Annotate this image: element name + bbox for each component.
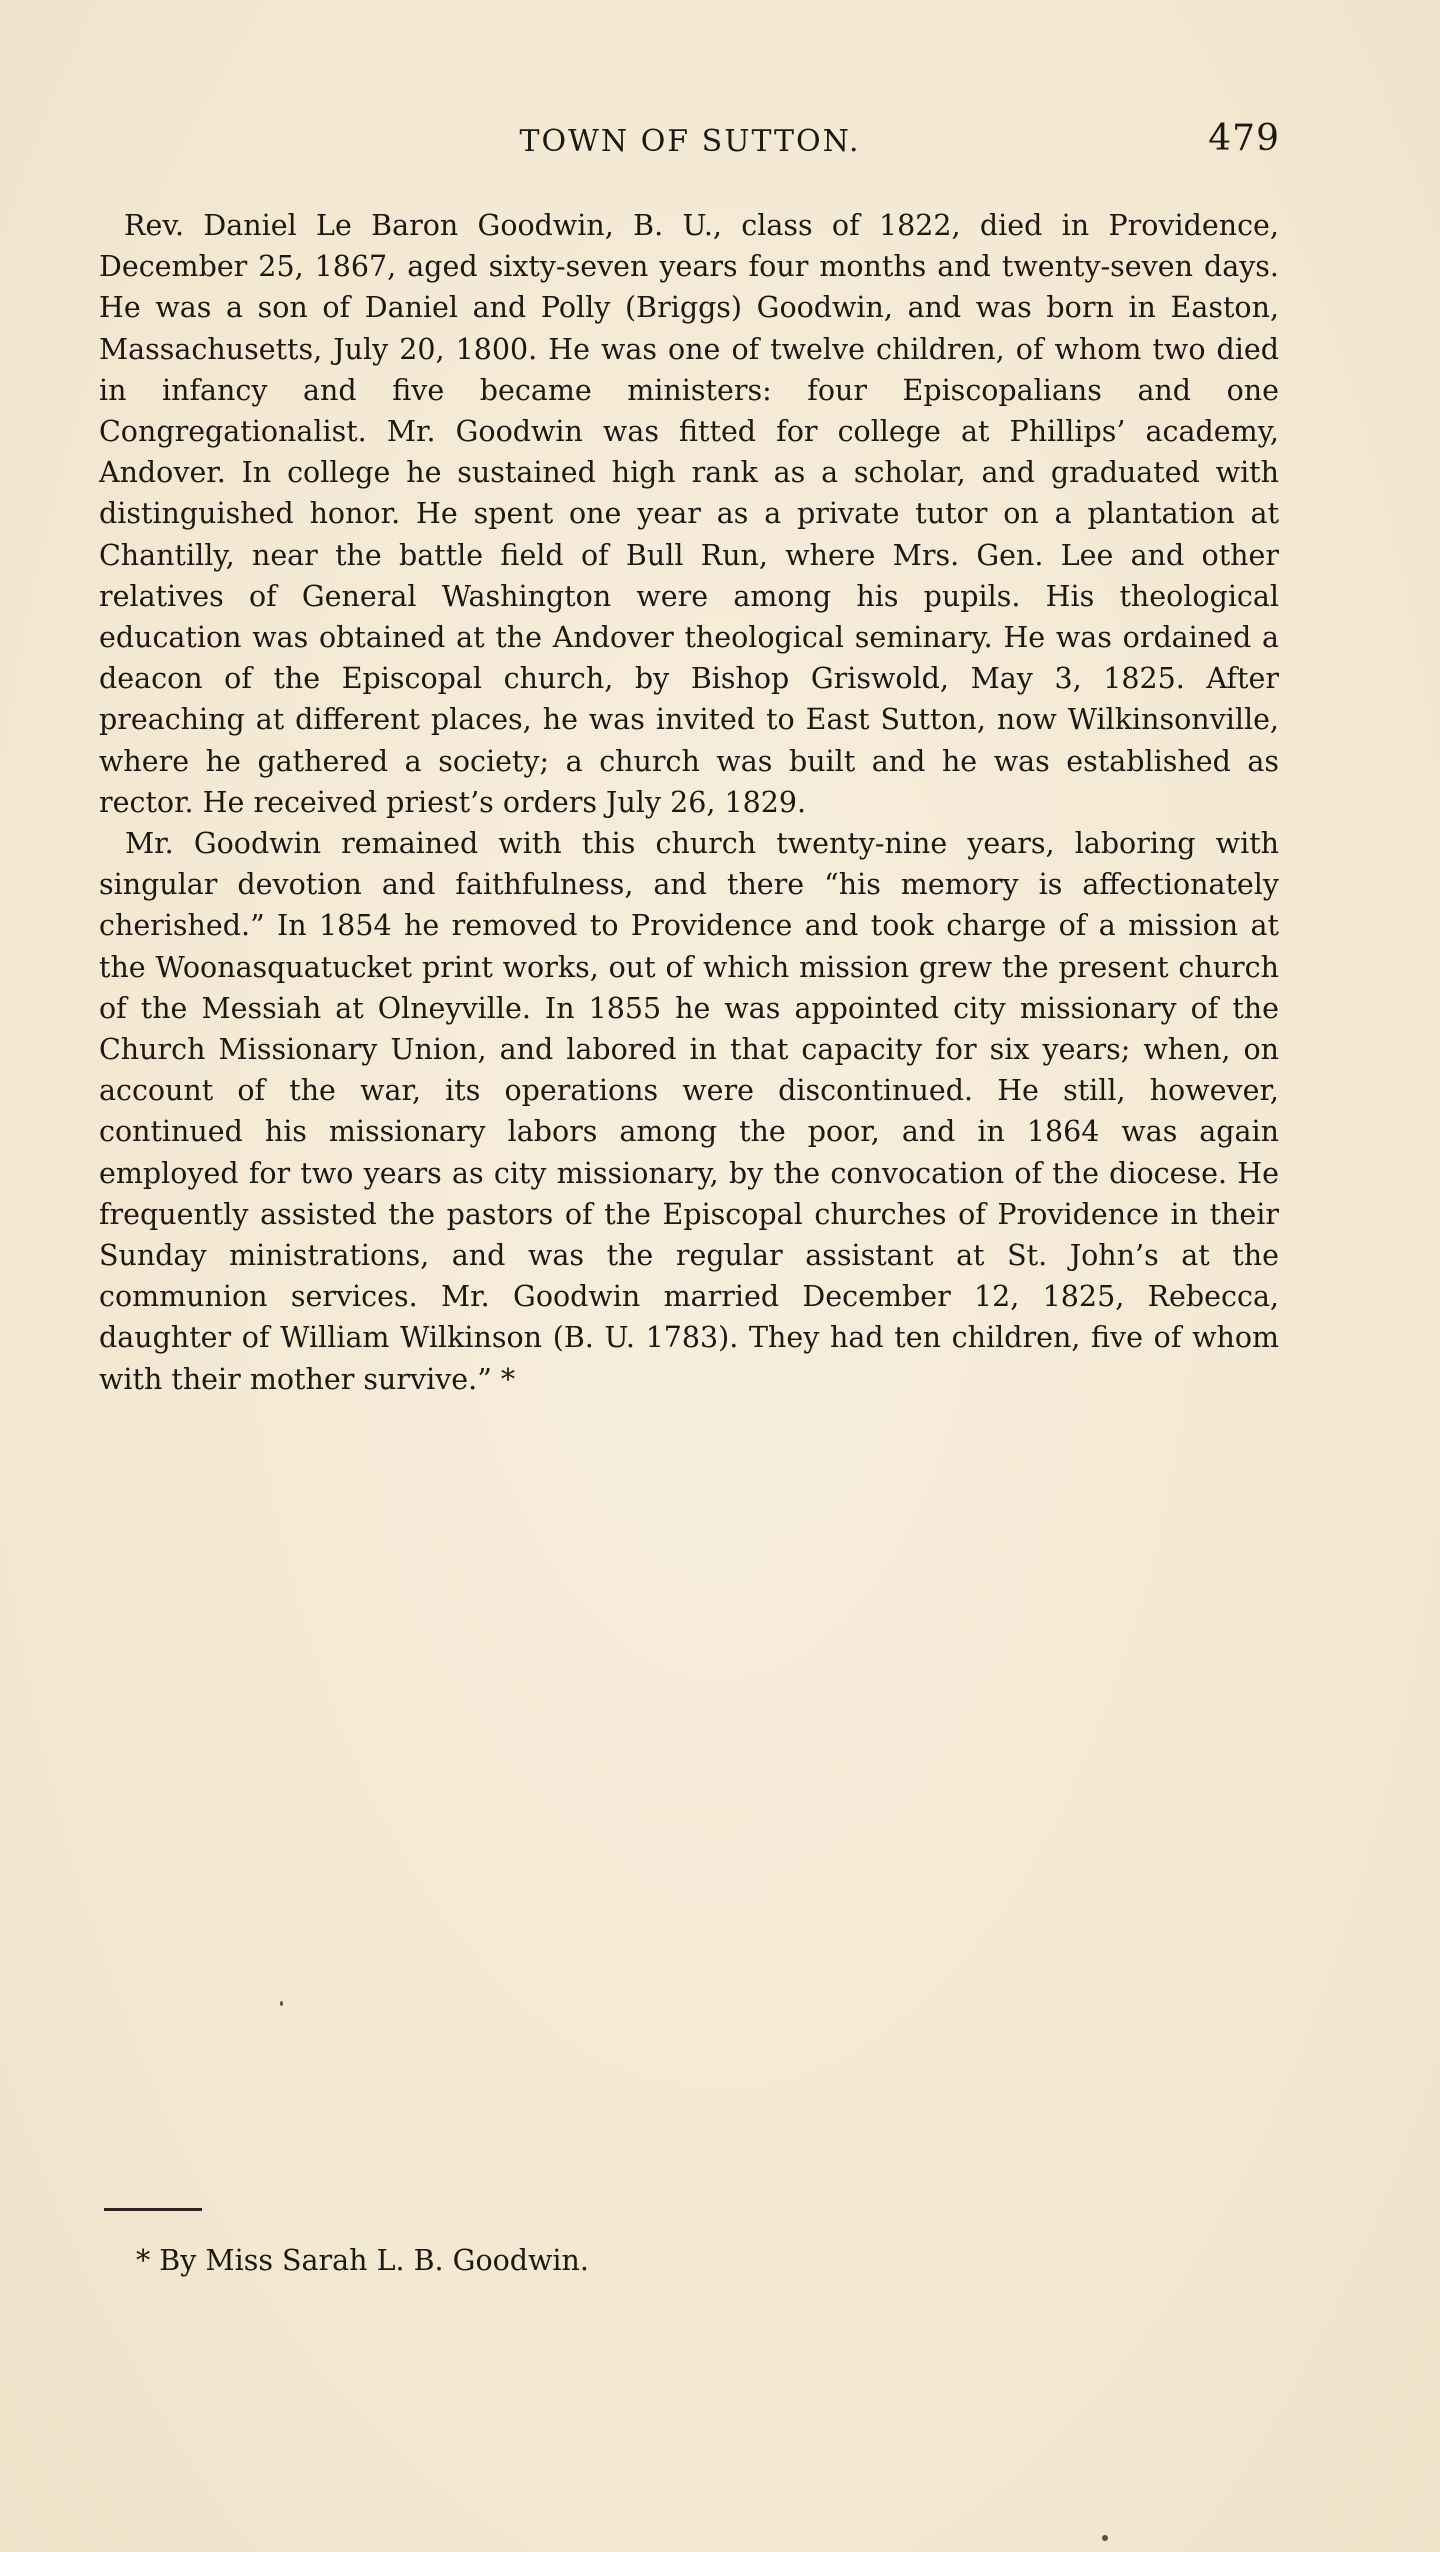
paper-speck	[280, 2001, 283, 2006]
page-number: 479	[1208, 118, 1280, 159]
footnote: * By Miss Sarah L. B. Goodwin.	[136, 2244, 589, 2277]
paper-speck	[1102, 2535, 1108, 2541]
paragraph-1: Rev. Daniel Le Baron Goodwin, B. U., class of 1822, died in Providence, December 25, 1867, aged sixty-seven years four months and twenty-seven days. He was a son of Daniel and Polly (Briggs) Goodwin, and was born in Easton, Massachusetts, July 20, 1800. He was one of twelve children, of whom two died in infancy and five became ministers: four Episcopalians and one Congregationalist. Mr. Goodwin was fitted for college at Phillips’ academy, Andover. In college he sustained high rank as a scholar, and graduated with distinguished honor. He spent one year as a private tutor on a plantation at Chantilly, near the battle field of Bull Run, where Mrs. Gen. Lee and other relatives of General Washington were among his pupils. His theological education was obtained at the Andover theological seminary. He was ordained a deacon of the Episcopal church, by Bishop Griswold, May 3, 1825. After preaching at different places, he was invited to East Sutton, now Wilkinsonville, where he gathered a society; a church was built and he was established as rector. He received priest’s orders July 26, 1829.	[99, 209, 1279, 819]
paragraph-2: Mr. Goodwin remained with this church twenty-nine years, laboring with singular devotion and faithfulness, and there “his memory is affectionately cherished.” In 1854 he removed to Providence and took charge of a mission at the Woonasquatucket print works, out of which mission grew the present church of the Messiah at Olneyville. In 1855 he was appointed city missionary of the Church Missionary Union, and labored in that capacity for six years; when, on account of the war, its operations were discontinued. He still, however, continued his missionary labors among the poor, and in 1864 was again employed for two years as city missionary, by the convocation of the diocese. He frequently assisted the pastors of the Episcopal churches of Providence in their Sunday ministrations, and was the regular assistant at St. John’s at the communion services. Mr. Goodwin married December 12, 1825, Rebecca, daughter of William Wilkinson (B. U. 1783). They had ten children, five of whom with their mother survive.” *	[99, 827, 1279, 1396]
footnote-rule	[104, 2208, 202, 2211]
running-head	[100, 118, 1280, 168]
running-title: TOWN OF SUTTON.	[519, 124, 861, 159]
body-text	[99, 205, 1279, 1400]
